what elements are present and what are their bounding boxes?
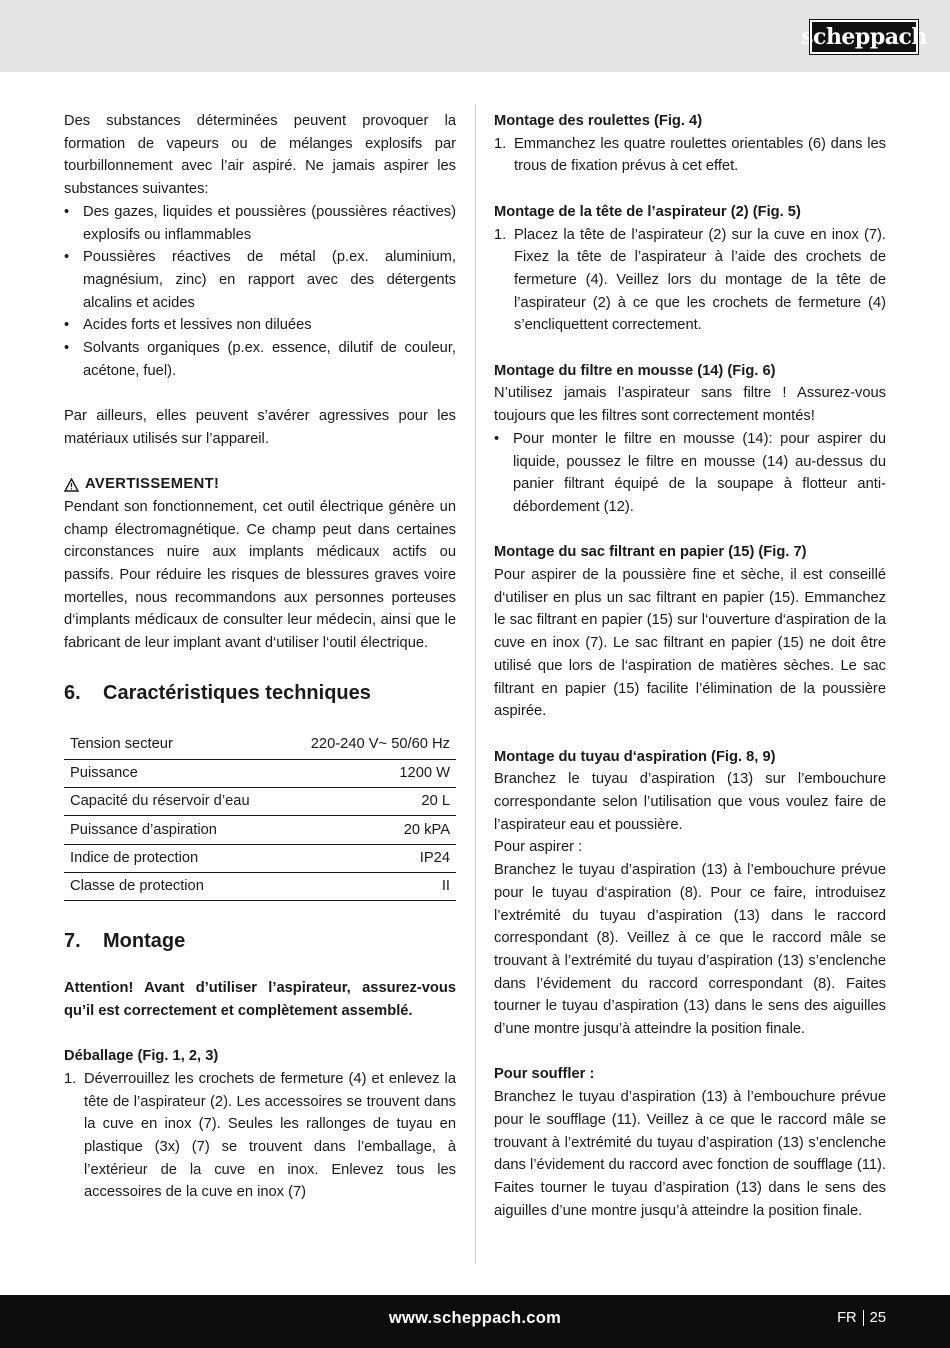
- spec-value: 20 L: [283, 787, 456, 815]
- step-text: Emmanchez les quatre roulettes orientables (6) dans les trous de fixation prévus à cet effet.: [514, 135, 886, 175]
- step-text: Placez la tête de l’aspirateur (2) sur la cuve en inox (7). Fixez la tête de l’aspirateur à l’aide des crochets de fermeture (4). Veillez lors du montage de la tête de l’aspirateur (2) à ce que les crochets de fermeture (4) s’encliquettent correctement.: [514, 226, 886, 334]
- blow-paragraph: Branchez le tuyau d’aspiration (13) à l’embouchure prévue pour le soufflage (11). Veillez à ce que le raccord mâle se trouvant à l’extrémité du tuyau d’aspiration (13) s’enclenche dans l’évidement du raccord avec fonction de soufflage (11). Faites tourner le tuyau d’aspiration (13) dans le sens des aiguilles d’une montre jusqu’à atteindre la position finale.: [494, 1089, 886, 1219]
- table-row: [64, 731, 456, 759]
- spec-label: Puissance d’aspiration: [64, 816, 283, 844]
- intro-paragraph: Des substances déterminées peuvent provoquer la formation de vapeurs ou de mélanges explosifs par tourbillonnement avec l’air aspiré. Ne jamais aspirer les substances suivantes:: [64, 113, 456, 198]
- brand-logo: [801, 20, 927, 54]
- list-item: • Solvants organiques (p.ex. essence, dilutif de couleur, acétone, fuel).: [64, 337, 456, 382]
- head-heading: Montage de la tête de l’aspirateur (2) (Fig. 5): [494, 203, 801, 220]
- left-column: [64, 110, 456, 1204]
- bag-heading: Montage du sac filtrant en papier (15) (Fig. 7): [494, 544, 807, 561]
- spec-value: 220-240 V~ 50/60 Hz: [283, 731, 456, 759]
- spec-label: Tension secteur: [64, 731, 283, 759]
- step-text: Déverrouillez les crochets de fermeture (4) et enlevez la tête de l’aspirateur (2). Les accessoires se trouvent dans la cuve en inox (7). Seules les rallonges de tuyau en plastique (3x) (7) se trouvent dans l’emballage, à l’extérieur de la cuve en inox. Enlevez tous les accessoires de la cuve en inox (7): [84, 1070, 456, 1201]
- spec-label: Capacité du réservoir d’eau: [64, 787, 283, 815]
- footer-separator: [863, 1310, 864, 1326]
- footer-url: www.scheppach.com: [388, 1309, 562, 1327]
- section-number: 7.: [64, 930, 81, 953]
- foam-heading: Montage du filtre en mousse (14) (Fig. 6): [494, 362, 776, 379]
- section-heading: [64, 679, 456, 707]
- attention-paragraph: Attention! Avant d’utiliser l’aspirateur, assurez-vous qu’il est correctement et complètement assemblé.: [64, 980, 456, 1019]
- spec-label: Classe de protection: [64, 872, 283, 900]
- spec-value: IP24: [283, 844, 456, 872]
- specs-table: [64, 731, 456, 901]
- wheels-steps: [494, 133, 886, 178]
- warning-triangle-icon: [64, 478, 79, 492]
- head-steps: [494, 224, 886, 338]
- step-number: 1.: [64, 1070, 77, 1087]
- table-row: [64, 844, 456, 872]
- section-number: 6.: [64, 681, 81, 704]
- unpack-steps: [64, 1068, 456, 1204]
- spec-value: 1200 W: [283, 759, 456, 787]
- aspire-paragraph: Branchez le tuyau d’aspiration (13) à l’embouchure prévue pour le tuyau d‘aspiration (8). Pour ce faire, introduisez l’extrémité du tuyau d’aspiration (13) dans le raccord correspondant (8). Veillez à ce que le raccord mâle se trouvant à l’extrémité du tuyau d’aspiration (13) s’enclenche dans l’évidement du raccord correspondant (8). Faites tourner le tuyau d’aspiration (13) dans le sens des aiguilles d’une montre jusqu’à atteindre la position finale.: [494, 862, 886, 1038]
- list-item: • Des gazes, liquides et poussières (poussières réactives) explosifs ou inflammables: [64, 201, 456, 246]
- spec-label: Puissance: [64, 759, 283, 787]
- spec-value: II: [283, 872, 456, 900]
- substance-list: [64, 201, 456, 383]
- list-item: • Acides forts et lessives non diluées: [64, 314, 456, 337]
- page-indicator: [837, 1310, 886, 1326]
- step-number: 1.: [494, 135, 507, 152]
- logo-text: scheppach: [801, 24, 927, 50]
- right-column: [494, 110, 886, 1222]
- table-row: [64, 872, 456, 900]
- hose-heading: Montage du tuyau d‘aspiration (Fig. 8, 9): [494, 748, 776, 765]
- list-item: • Pour monter le filtre en mousse (14): pour aspirer du liquide, poussez le filtre en mousse (14) au-dessus du panier filtrant équipé de la soupape à flotteur anti-débordement (12).: [494, 428, 886, 519]
- warning-title: AVERTISSEMENT!: [85, 476, 220, 493]
- language-code: FR: [837, 1310, 857, 1326]
- warning-paragraph: Pendant son fonctionnement, cet outil électrique génère un champ électromagnétique. Ce champ peut dans certaines circonstances nuire aux implants médicaux actifs ou passifs. Pour réduire les risques de blessures graves voire mortelles, nous recommandons aux personnes porteuses d‘implants médicaux de consulter leur médecin, ainsi que le fabricant de leur implant avant d‘utiliser l‘outil électrique.: [64, 498, 456, 652]
- aspire-label: Pour aspirer :: [494, 839, 583, 856]
- unpack-heading: Déballage (Fig. 1, 2, 3): [64, 1048, 219, 1065]
- wheels-heading: Montage des roulettes (Fig. 4): [494, 113, 703, 129]
- spec-value: 20 kPA: [283, 816, 456, 844]
- list-item: [494, 224, 886, 338]
- page-number: 25: [869, 1310, 886, 1326]
- column-divider: [475, 104, 476, 1264]
- warning-heading: [64, 473, 456, 496]
- list-item: [64, 1068, 456, 1204]
- aggressive-paragraph: Par ailleurs, elles peuvent s’avérer agressives pour les matériaux utilisés sur l’appareil.: [64, 408, 456, 447]
- hose-paragraph: Branchez le tuyau d’aspiration (13) sur l’embouchure correspondante selon l’utilisation que vous voulez faire de l’aspirateur eau et poussière.: [494, 771, 886, 833]
- list-item: • Poussières réactives de métal (p.ex. aluminium, magnésium, zinc) en rapport avec des détergents alcalins et acides: [64, 246, 456, 314]
- section-title: Montage: [103, 930, 186, 953]
- section-title: Caractéristiques techniques: [103, 681, 371, 704]
- spec-label: Indice de protection: [64, 844, 283, 872]
- step-number: 1.: [494, 226, 507, 243]
- list-item: [494, 133, 886, 178]
- bag-paragraph: Pour aspirer de la poussière fine et sèche, il est conseillé d‘utiliser en plus un sac filtrant en papier (15). Emmanchez le sac filtrant en papier (15) sur l‘ouverture d‘aspiration de la cuve en inox (7). Le sac filtrant en papier (15) ne doit être utilisé que lors de l‘aspiration de matières sèches. Le sac filtrant en papier (15) facilite l’élimination de la poussière aspirée.: [494, 567, 886, 720]
- table-row: [64, 787, 456, 815]
- page-header: [0, 0, 950, 72]
- section-heading: [64, 927, 456, 955]
- blow-heading: Pour souffler :: [494, 1066, 595, 1083]
- foam-paragraph: N’utilisez jamais l’aspirateur sans filtre ! Assurez-vous toujours que les filtres sont correctement montés!: [494, 385, 886, 425]
- table-row: [64, 816, 456, 844]
- table-row: [64, 759, 456, 787]
- foam-list: [494, 428, 886, 519]
